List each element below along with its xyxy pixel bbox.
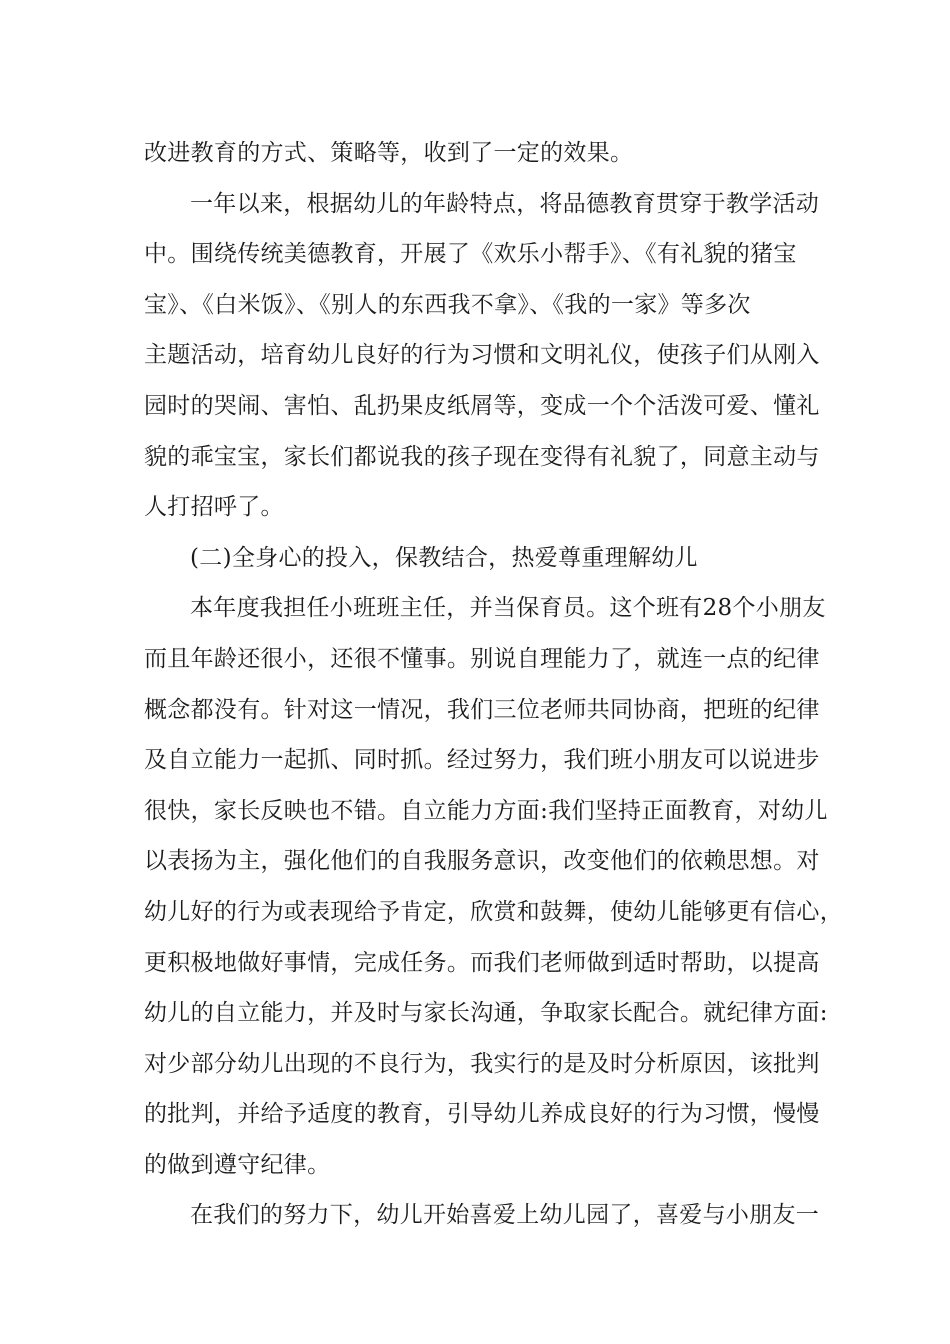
text-line: 中。围绕传统美德教育，开展了《欢乐小帮手》、《有礼貌的猪宝 [144, 241, 797, 268]
text-line: 貌的乖宝宝，家长们都说我的孩子现在变得有礼貌了，同意主动与 [144, 443, 820, 470]
text-line: 幼儿好的行为或表现给予肯定，欣赏和鼓舞，使幼儿能够更有信心， [144, 898, 843, 925]
text-line: 的批判，并给予适度的教育，引导幼儿养成良好的行为习惯，慢慢 [144, 1101, 820, 1128]
text-line: 很快，家长反映也不错。自立能力方面:我们坚持正面教育，对幼儿 [144, 797, 828, 824]
text-line: 一年以来，根据幼儿的年龄特点，将品德教育贯穿于教学活动 [190, 190, 820, 217]
text-line: 的做到遵守纪律。 [144, 1151, 331, 1178]
text-line: 幼儿的自立能力，并及时与家长沟通，争取家长配合。就纪律方面: [144, 1000, 828, 1027]
text-line: 改进教育的方式、策略等，收到了一定的效果。 [144, 140, 634, 166]
section-heading: (二)全身心的投入，保教结合，热爱尊重理解幼儿 [190, 544, 698, 571]
text-line: 概念都没有。针对这一情况，我们三位老师共同协商，把班的纪律 [144, 696, 820, 723]
document-body [144, 128, 843, 1241]
text-line: 主题活动，培育幼儿良好的行为习惯和文明礼仪，使孩子们从刚入 [144, 342, 820, 369]
text-line: 人打招呼了。 [144, 494, 284, 521]
text-line: 而且年龄还很小，还很不懂事。别说自理能力了，就连一点的纪律 [144, 645, 820, 672]
text-line: 更积极地做好事情，完成任务。而我们老师做到适时帮助，以提高 [144, 949, 820, 976]
text-line: 园时的哭闹、害怕、乱扔果皮纸屑等，变成一个个活泼可爱、懂礼 [144, 392, 820, 419]
text-line: 本年度我担任小班班主任，并当保育员。这个班有28个小朋友 [190, 595, 826, 622]
text-line: 宝》、《白米饭》、《别人的东西我不拿》、《我的一家》等多次 [144, 291, 751, 318]
text-line: 对少部分幼儿出现的不良行为，我实行的是及时分析原因，该批判 [144, 1050, 820, 1077]
text-line: 在我们的努力下，幼儿开始喜爱上幼儿园了，喜爱与小朋友一 [190, 1202, 820, 1229]
text-line: 以表扬为主，强化他们的自我服务意识，改变他们的依赖思想。对 [144, 848, 820, 875]
text-line: 及自立能力一起抓、同时抓。经过努力，我们班小朋友可以说进步 [144, 747, 820, 774]
